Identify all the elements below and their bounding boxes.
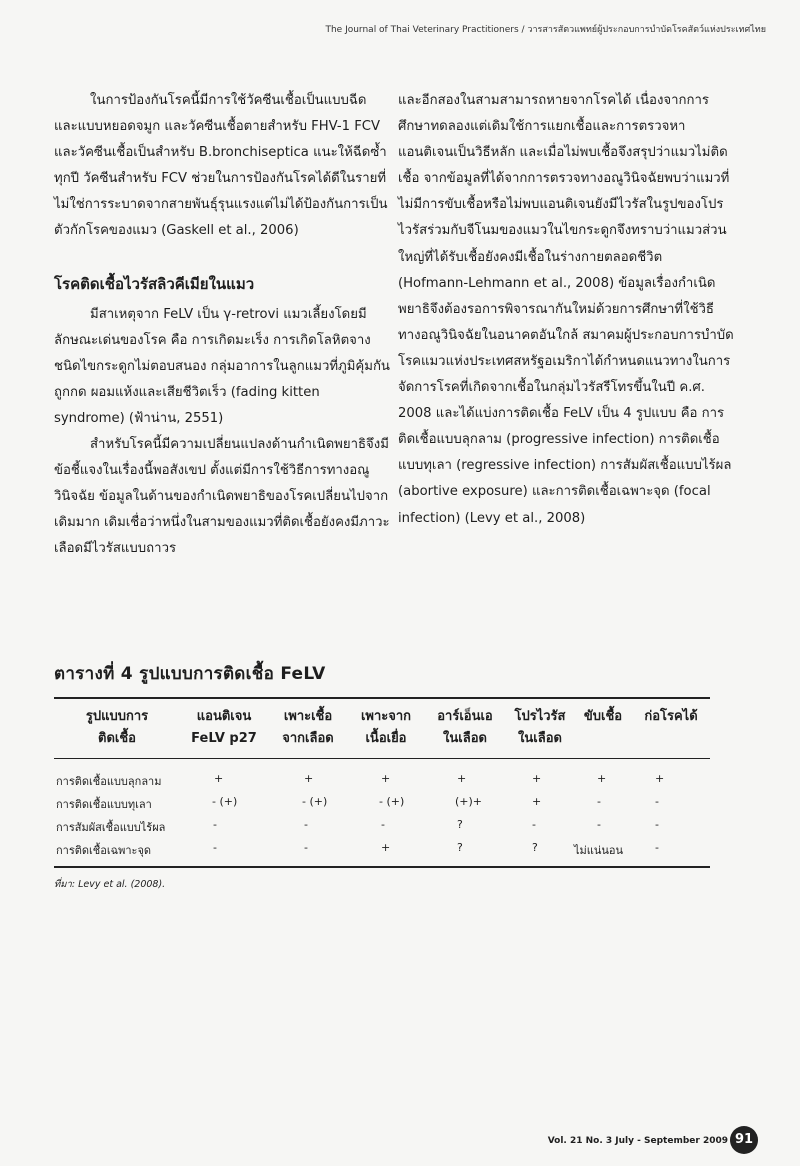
table-cell: -	[655, 841, 659, 854]
table-cell: +	[381, 772, 391, 785]
table-header-cell: ขับเชื้อ	[583, 709, 623, 724]
table-cell: -	[304, 841, 308, 854]
table-cell: -	[213, 841, 217, 854]
table-cell: - (+)	[212, 795, 238, 808]
table-cell: - (+)	[302, 795, 328, 808]
table-cell: +	[532, 795, 542, 808]
table-cell: +	[214, 772, 224, 785]
table-cell: ?	[457, 841, 463, 854]
table-cell: (+)+	[455, 795, 483, 808]
section-title: โรคติดเชื้อไวรัสลิวคีเมียในแมว	[54, 274, 255, 293]
right-column	[398, 88, 734, 532]
table-header-cell: โปรไวรัส ในเลือด	[514, 709, 566, 746]
table-cell: -	[655, 795, 659, 808]
table-header-cell: เพาะเชื้อ จากเลือด	[282, 709, 334, 746]
table-cell: ?	[457, 818, 463, 831]
table-top-rule	[54, 697, 710, 699]
table-cell: -	[381, 818, 385, 831]
table-header-cell: เพาะจาก เนื้อเยื่อ	[360, 709, 412, 746]
table-cell: -	[304, 818, 308, 831]
table-cell: ?	[532, 841, 538, 854]
page-number: 91	[730, 1126, 758, 1154]
table-title: ตารางที่ 4 รูปแบบการติดเชื้อ FeLV	[54, 664, 326, 684]
table-cell: ไม่แน่นอน	[574, 844, 624, 857]
table-row-label: การสัมผัสเชื้อแบบไร้ผล	[56, 821, 166, 834]
table-cell: -	[597, 795, 601, 808]
table-bottom-rule	[54, 866, 710, 868]
table-header-cell: แอนติเจน FeLV p27	[191, 709, 257, 746]
left-column	[54, 88, 390, 563]
footer-volume: Vol. 21 No. 3 July - September 2009	[547, 1136, 728, 1146]
table-cell: +	[532, 772, 542, 785]
paragraph-pathogenesis: สำหรับโรคนี้มีความเปลี่ยนแปลงด้านกำเนิดพยาธิจึงมีข้อชี้แจงในเรื่องนี้พอสังเขป ตั้งแต่มีการใช้วิธีการทางอณูวินิจฉัย ข้อมูลในด้านของกำเนิดพยาธิของโรคเปลี่ยนไปจากเดิมมาก เดิมเชื่อว่าหนึ่งในสามของแมวที่ติดเชื้อยังคงมีภาวะเลือดมีไวรัสแบบถาวร	[54, 437, 390, 557]
paragraph-felv-cause: มีสาเหตุจาก FeLV เป็น γ-retrovi แมวเลี้ยงโดยมีลักษณะเด่นของโรค คือ การเกิดมะเร็ง การเกิดโลหิตจางชนิดไขกระดูกไม่ตอบสนอง กลุ่มอาการในลูกแมวที่ภูมิคุ้มกันถูกกด ผอมแห้งและเสียชีวิตเร็ว (fading kitten syndrome) (ฟ้าน่าน, 2551)	[54, 306, 390, 426]
table-header-cell: ก่อโรคได้	[644, 709, 698, 724]
table-row-label: การติดเชื้อเฉพาะจุด	[56, 844, 152, 857]
table-cell: +	[655, 772, 665, 785]
table-row-label: การติดเชื้อแบบลุกลาม	[56, 775, 162, 788]
journal-header: The Journal of Thai Veterinary Practitioners / วารสารสัตวแพทย์ผู้ประกอบการบำบัดโรคสัตว์แห่งประเทศไทย	[325, 25, 766, 35]
table-row-label: การติดเชื้อแบบทุเลา	[56, 798, 152, 811]
table-cell: -	[213, 818, 217, 831]
table-cell: -	[597, 818, 601, 831]
paragraph-vaccine: ในการป้องกันโรคนี้มีการใช้วัคซีนเชื้อเป็นแบบฉีดและแบบหยอดจมูก และวัคซีนเชื้อตายสำหรับ FHV-1 FCV และวัคซีนเชื้อเป็นสำหรับ B.bronchiseptica แนะให้ฉีดซ้ำทุกปี วัคซีนสำหรับ FCV ช่วยในการป้องกันโรคได้ดีในรายที่ไม่ใช่การระบาดจากสายพันธุ์รุนแรงแต่ไม่ได้ป้องกันการเป็นตัวกักโรคของแมว (Gaskell et al., 2006)	[54, 93, 388, 239]
table-cell: +	[457, 772, 467, 785]
table-cell: +	[597, 772, 607, 785]
table-cell: -	[532, 818, 536, 831]
table-cell: +	[304, 772, 314, 785]
table-cell: -	[655, 818, 659, 831]
table-source: ที่มา: Levy et al. (2008).	[54, 879, 166, 890]
paragraph-continued: และอีกสองในสามสามารถหายจากโรคได้ เนื่องจากการศึกษาทดลองแต่เดิมใช้การแยกเชื้อและการตรวจหาแอนติเจนเป็นวิธีหลัก และเมื่อไม่พบเชื้อจึงสรุปว่าแมวไม่ติดเชื้อ จากข้อมูลที่ได้จากการตรวจทางอณูวินิจฉัยพบว่าแมวที่ไม่มีการขับเชื้อหรือไม่พบแอนติเจนยังมีไวรัสในรูปของโปรไวรัสร่วมกับจีโนมของแมวในไขกระดูกจึงทราบว่าแมวส่วนใหญ่ที่ได้รับเชื้อยังคงมีเชื้อในร่างกายตลอดชีวิต (Hofmann-Lehmann et al., 2008) ข้อมูลเรื่องกำเนิดพยาธิจึงต้องรอการพิจารณากันใหม่ด้วยการศึกษาที่ใช้วิธีทางอณูวินิจฉัยในอนาคตอันใกล้ สมาคมผู้ประกอบการบำบัดโรคแมวแห่งประเทศสหรัฐอเมริกาได้กำหนดแนวทางในการจัดการโรคที่เกิดจากเชื้อในกลุ่มไวรัสรีโทรขึ้นในปี ค.ศ. 2008 และได้แบ่งการติดเชื้อ FeLV เป็น 4 รูปแบบ คือ การติดเชื้อแบบลุกลาม (progressive infection) การติดเชื้อแบบทุเลา (regressive infection) การสัมผัสเชื้อแบบไร้ผล (abortive exposure) และการติดเชื้อเฉพาะจุด (focal infection) (Levy et al., 2008)	[398, 93, 734, 526]
table-header-cell: รูปแบบการ ติดเชื้อ	[85, 709, 149, 746]
table-cell: - (+)	[379, 795, 405, 808]
table-header-cell: อาร์เอ็นเอ ในเลือด	[437, 709, 493, 746]
table-header-rule	[54, 758, 710, 759]
table-cell: +	[381, 841, 391, 854]
